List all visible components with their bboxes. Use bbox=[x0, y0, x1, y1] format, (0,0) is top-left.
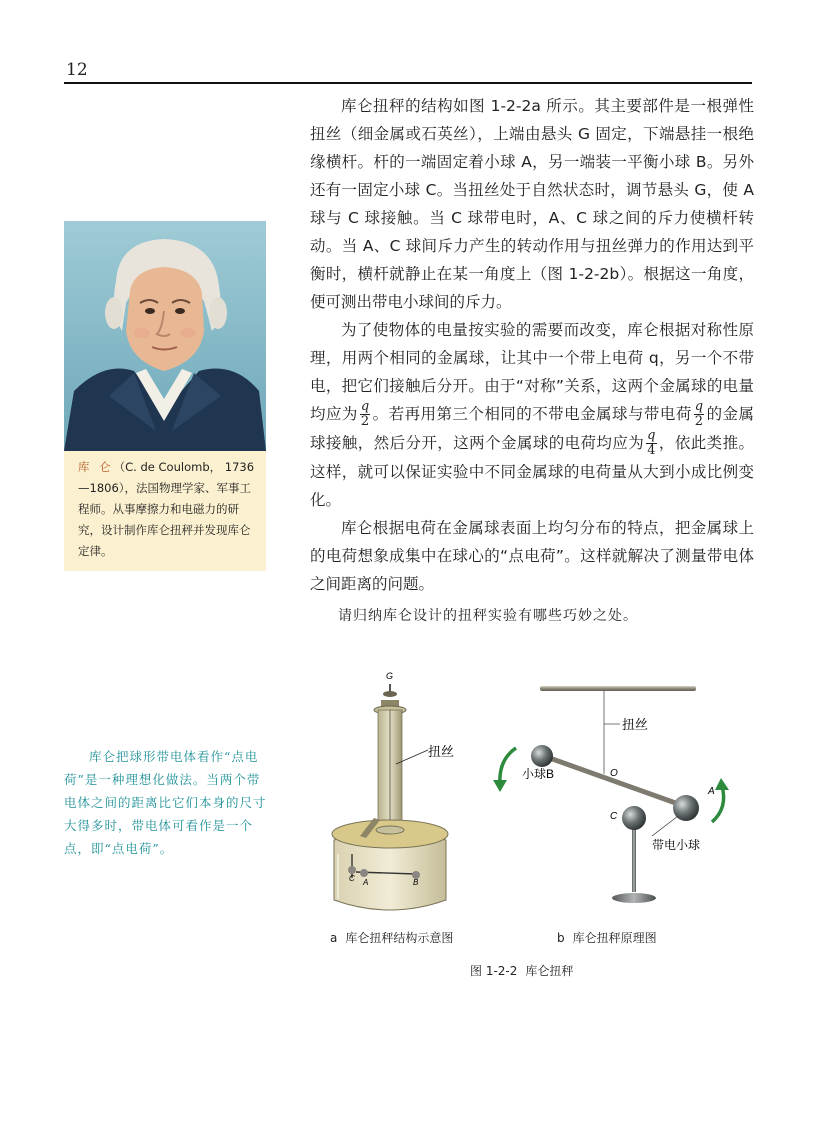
figure-caption-a bbox=[330, 929, 461, 946]
fraction-denominator: 2 bbox=[694, 414, 704, 429]
paragraph-1 bbox=[310, 92, 754, 316]
fraction-numerator: q bbox=[647, 428, 656, 443]
torsion-balance-principle-figure bbox=[480, 676, 730, 926]
caption-b-text: 库仑扭秤原理图 bbox=[572, 931, 657, 945]
paragraph-2-part-2: 。若再用第三个相同的不带电金属球与带电荷 bbox=[372, 405, 692, 423]
figure-caption-b bbox=[557, 929, 665, 946]
paragraph-1-text: 库仑扭秤的结构如图 1-2-2a 所示。其主要部件是一根弹性扭丝（细金属或石英丝），上端由悬头 G 固定，下端悬挂一根绝缘横杆。杆的一端固定着小球 A，另一端装一平衡小球 B。另外还有一固定小球 C。当扭丝处于自然状态时，调节悬头 G，使 A 球与 C 球接触。当 C 球带电时，A、C 球之间的斥力使横杆转动。当 A、C 球间斥力产生的转动作用与扭丝弹力的作用达到平衡时，横杆就静止在某一角度上（图 1-2-2b）。根据这一角度，便可测出带电小球间的斥力。 bbox=[310, 97, 754, 311]
main-text bbox=[310, 92, 754, 630]
coulomb-portrait bbox=[64, 221, 266, 451]
label-ball-b: 小球B bbox=[522, 767, 555, 781]
label-fiber-b: 扭丝 bbox=[622, 717, 649, 732]
paragraph-2 bbox=[310, 316, 754, 514]
scientist-name: 库 仑 bbox=[78, 460, 114, 474]
paragraph-3 bbox=[310, 514, 754, 598]
paragraph-2-part-4: ，依此类推。这样，就可以保证实验中不同金属球的电荷量从大到小成比例变化。 bbox=[310, 434, 754, 509]
label-o: O bbox=[610, 768, 618, 779]
arrowhead-left-icon bbox=[493, 780, 507, 792]
fraction-numerator: q bbox=[360, 399, 370, 414]
label-c-b: C bbox=[610, 811, 618, 822]
fraction-numerator: q bbox=[694, 399, 704, 414]
label-a-b: A bbox=[708, 786, 715, 797]
fraction-denominator: 4 bbox=[647, 443, 656, 458]
label-c: C bbox=[349, 874, 355, 883]
paragraph-2-part-1: 为了使物体的电量按实验的需要而改变，库仑根据对称性原理，用两个相同的金属球，让其中一个带上电荷 q，另一个不带电，把它们接触后分开。由于“对称”关系，这两个金属球的电量均应为 bbox=[310, 321, 754, 423]
discussion-prompt: 请归纳库仑设计的扭秤实验有哪些巧妙之处。 bbox=[338, 608, 638, 624]
biography-details: （C. de Coulomb， 1736—1806），法国物理学家、军事工程师。从事摩擦力和电磁力的研究，设计制作库仑扭秤并发现库仑定律。 bbox=[78, 460, 255, 558]
fraction-denominator: 2 bbox=[360, 414, 370, 429]
label-a: A bbox=[363, 878, 369, 887]
biography-text bbox=[78, 457, 256, 562]
fraction-q-over-4 bbox=[646, 429, 656, 458]
figure-title: 库仑扭秤 bbox=[525, 964, 574, 978]
figure-caption bbox=[470, 962, 581, 979]
caption-b-letter: b bbox=[557, 931, 565, 945]
arrowhead-right-icon bbox=[715, 778, 729, 790]
label-fiber: 扭丝 bbox=[428, 744, 455, 759]
paragraph-3-text: 库仑根据电荷在金属球表面上均匀分布的特点，把金属球上的电荷想象成集中在球心的“点电荷”。这样就解决了测量带电体之间距离的问题。 bbox=[310, 519, 754, 593]
biography-sidebar bbox=[64, 221, 266, 571]
margin-note: 库仑把球形带电体看作“点电荷”是一种理想化做法。当两个带电体之间的距离比它们本身的尺寸大得多时，带电体可看作是一个点，即“点电荷”。 bbox=[64, 749, 267, 856]
paragraph-2-part-3: 的金属球接触，然后分开，这两个金属球的电荷均应为 bbox=[310, 405, 754, 452]
fraction-q-over-2 bbox=[694, 400, 704, 429]
label-charged-ball: 带电小球 bbox=[652, 838, 701, 852]
figure-number: 图 1-2-2 bbox=[470, 964, 518, 978]
label-b: B bbox=[413, 878, 419, 887]
label-g: G bbox=[386, 671, 394, 681]
page-number: 12 bbox=[66, 60, 88, 80]
header-rule bbox=[64, 82, 752, 84]
fraction-q-over-2 bbox=[360, 400, 370, 429]
torsion-balance-structure-figure bbox=[320, 664, 480, 930]
caption-a-letter: a bbox=[330, 931, 338, 945]
caption-a-text: 库仑扭秤结构示意图 bbox=[345, 931, 454, 945]
